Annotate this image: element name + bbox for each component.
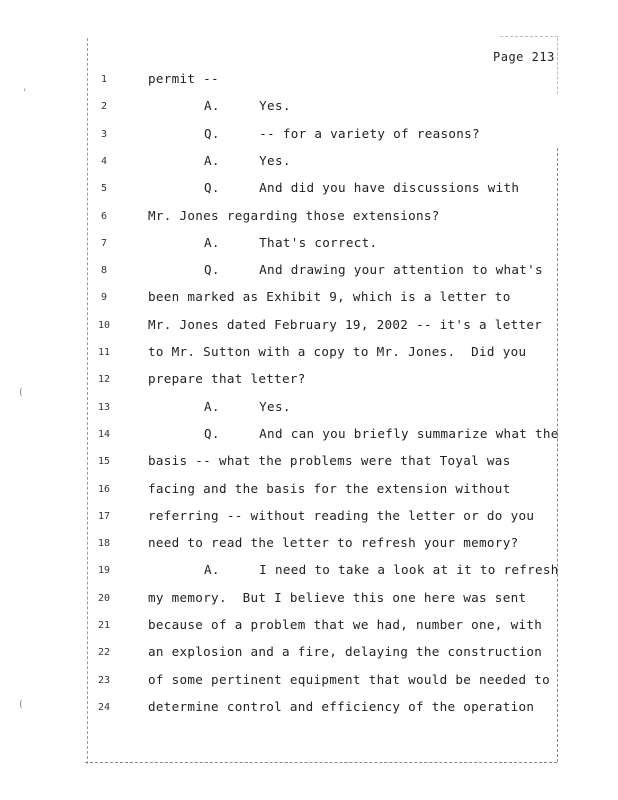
transcript-line	[0, 699, 618, 719]
line-text: prepare that letter?	[148, 371, 306, 387]
line-number: 8	[100, 265, 108, 277]
line-text: Q. And can you briefly summarize what the	[204, 425, 559, 441]
line-text: because of a problem that we had, number one, with	[148, 617, 543, 632]
transcript-line	[0, 672, 618, 692]
line-text: A. Yes.	[204, 152, 291, 168]
line-text: basis -- what the problems were that Toyal was	[148, 453, 511, 469]
line-number: 18	[97, 538, 111, 550]
scan-speck: '	[22, 88, 28, 98]
line-text: Q. -- for a variety of reasons?	[204, 125, 480, 141]
line-text: Q. And did you have discussions with	[204, 180, 520, 196]
line-number: 20	[97, 592, 111, 604]
transcript-line	[0, 399, 618, 419]
line-text: determine control and efficiency of the operation	[148, 698, 535, 714]
line-number: 3	[100, 128, 108, 140]
line-number: 13	[97, 401, 111, 413]
line-number: 1	[100, 74, 108, 85]
transcript-line	[0, 590, 618, 610]
line-text: facing and the basis for the extension without	[148, 480, 511, 496]
line-text: A. Yes.	[204, 398, 291, 414]
line-text: Mr. Jones regarding those extensions?	[148, 207, 440, 223]
line-text: A. Yes.	[204, 98, 291, 114]
line-text: of some pertinent equipment that would be needed to	[148, 671, 550, 687]
line-number: 2	[100, 101, 108, 113]
line-text: A. That's correct.	[204, 234, 378, 250]
line-number: 15	[97, 456, 111, 468]
line-text: need to read the letter to refresh your memory?	[148, 535, 519, 551]
line-number: 19	[97, 565, 111, 577]
transcript-line	[0, 344, 618, 364]
transcript-line	[0, 208, 618, 228]
line-number: 6	[100, 210, 108, 222]
line-number: 16	[97, 483, 111, 495]
transcript-line	[0, 481, 618, 501]
line-number: 5	[100, 183, 108, 195]
transcript-line	[0, 289, 618, 309]
transcript-line	[0, 426, 618, 446]
scan-speck: (	[18, 700, 24, 710]
line-number: 22	[97, 647, 111, 659]
transcript-line	[0, 180, 618, 200]
line-number: 21	[97, 620, 111, 631]
line-number: 9	[100, 292, 108, 304]
top-margin-rule	[500, 36, 558, 37]
line-text: Q. And drawing your attention to what's	[204, 262, 543, 278]
transcript-line	[0, 126, 618, 146]
line-number: 11	[97, 347, 111, 358]
transcript-line	[0, 262, 618, 282]
bottom-margin-rule	[85, 762, 557, 763]
line-number: 7	[100, 237, 108, 249]
scan-speck: (	[18, 388, 24, 398]
line-text: been marked as Exhibit 9, which is a letter to	[148, 289, 511, 305]
transcript-line	[0, 617, 618, 637]
transcript-line	[0, 153, 618, 173]
transcript-line	[0, 235, 618, 255]
line-number: 4	[100, 155, 108, 167]
page-number: Page 213	[493, 50, 555, 64]
line-text: permit --	[148, 71, 219, 86]
transcript-line	[0, 508, 618, 528]
line-number: 10	[97, 319, 111, 331]
line-text: my memory. But I believe this one here was sent	[148, 589, 527, 605]
transcript-line	[0, 71, 618, 91]
transcript-line	[0, 644, 618, 664]
line-text: an explosion and a fire, delaying the construction	[148, 644, 543, 660]
line-number: 24	[97, 701, 111, 713]
transcript-line	[0, 562, 618, 582]
transcript-line	[0, 317, 618, 337]
line-number: 12	[97, 374, 111, 386]
line-text: A. I need to take a look at it to refresh	[204, 562, 559, 578]
transcript-line	[0, 371, 618, 391]
line-text: to Mr. Sutton with a copy to Mr. Jones. Did you	[148, 344, 527, 359]
line-number: 17	[97, 510, 111, 522]
line-text: Mr. Jones dated February 19, 2002 -- it's a letter	[148, 316, 543, 332]
line-number: 14	[97, 428, 111, 440]
transcript-line	[0, 98, 618, 118]
line-number: 23	[97, 674, 111, 686]
line-text: referring -- without reading the letter or do you	[148, 507, 535, 523]
transcript-line	[0, 453, 618, 473]
transcript-line	[0, 535, 618, 555]
